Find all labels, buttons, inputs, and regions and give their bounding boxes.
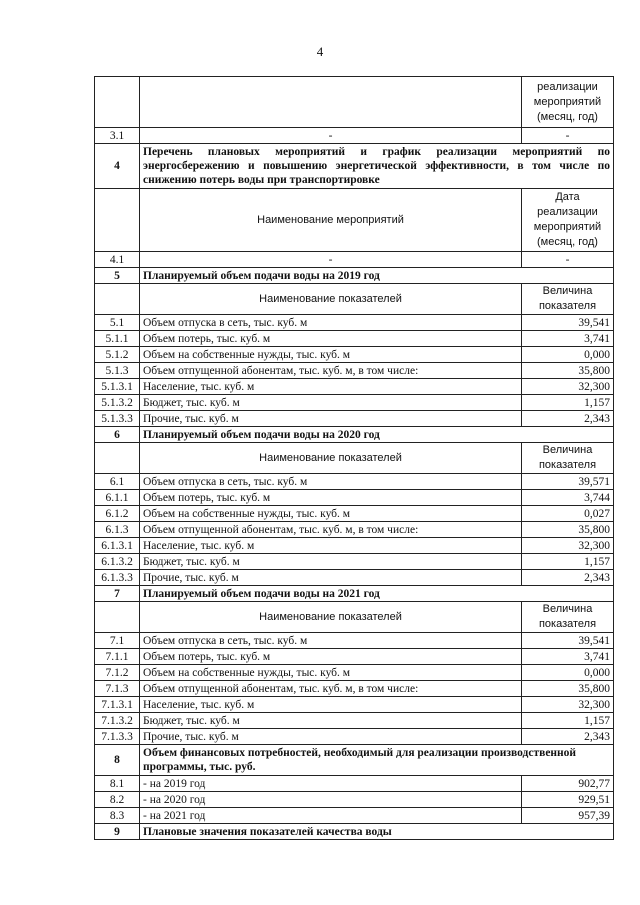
row-name: Объем отпущенной абонентам, тыс. куб. м, в том числе: — [140, 363, 522, 379]
row-value: 35,800 — [522, 681, 614, 697]
row-number: 5.1 — [95, 315, 140, 331]
row-value: 39,541 — [522, 633, 614, 649]
row-value: 3,741 — [522, 331, 614, 347]
column-header-name: Наименование показателей — [140, 443, 522, 474]
row-number: 7.1.3.2 — [95, 713, 140, 729]
table-row — [95, 538, 614, 554]
row-number: 7.1.3.3 — [95, 729, 140, 745]
section-header-row — [95, 586, 614, 602]
row-number: 8.3 — [95, 808, 140, 824]
table-row: 3.1 - - — [95, 128, 614, 144]
row-number: 6.1.3.2 — [95, 554, 140, 570]
row-name: Объем на собственные нужды, тыс. куб. м — [140, 665, 522, 681]
row-number: 6.1.1 — [95, 490, 140, 506]
table-row — [95, 649, 614, 665]
row-name: - на 2019 год — [140, 776, 522, 792]
page-number: 4 — [316, 44, 324, 59]
row-number: 6.1 — [95, 474, 140, 490]
row-value: 1,157 — [522, 554, 614, 570]
row-number: 7.1.3.1 — [95, 697, 140, 713]
row-number: 5.1.3.1 — [95, 379, 140, 395]
row-name: Объем на собственные нужды, тыс. куб. м — [140, 347, 522, 363]
table-row — [95, 490, 614, 506]
column-header-value: Величина показателя — [522, 284, 614, 315]
table-row — [95, 395, 614, 411]
row-value: 32,300 — [522, 538, 614, 554]
row-number: 7.1.2 — [95, 665, 140, 681]
table-row — [95, 411, 614, 427]
section-number: 9 — [95, 824, 140, 840]
table-row — [95, 808, 614, 824]
row-name: - на 2020 год — [140, 792, 522, 808]
section-title: Планируемый объем подачи воды на 2020 год — [140, 427, 614, 443]
row-number: 6.1.3.1 — [95, 538, 140, 554]
row-number: 7.1.1 — [95, 649, 140, 665]
section-number: 6 — [95, 427, 140, 443]
column-header-name: Наименование показателей — [140, 602, 522, 633]
table-row — [95, 363, 614, 379]
row-name: Объем потерь, тыс. куб. м — [140, 331, 522, 347]
table-row — [95, 379, 614, 395]
row-number: 6.1.3.3 — [95, 570, 140, 586]
section-header-row — [95, 824, 614, 840]
section-title: Планируемый объем подачи воды на 2019 год — [140, 268, 614, 284]
row-value: 35,800 — [522, 363, 614, 379]
row-name: Объем на собственные нужды, тыс. куб. м — [140, 506, 522, 522]
row-name: - на 2021 год — [140, 808, 522, 824]
row-value: 0,027 — [522, 506, 614, 522]
section-header-row — [95, 427, 614, 443]
column-header-date: Дата реализации мероприятий (месяц, год) — [522, 189, 614, 252]
row-number: 6.1.2 — [95, 506, 140, 522]
row-name: Население, тыс. куб. м — [140, 379, 522, 395]
row-name: Население, тыс. куб. м — [140, 697, 522, 713]
row-value: 2,343 — [522, 411, 614, 427]
row-name: Объем отпуска в сеть, тыс. куб. м — [140, 315, 522, 331]
row-number: 5.1.2 — [95, 347, 140, 363]
row-number: 5.1.3 — [95, 363, 140, 379]
row-value: 0,000 — [522, 665, 614, 681]
row-value: 902,77 — [522, 776, 614, 792]
section-number: 7 — [95, 586, 140, 602]
row-name: Объем отпущенной абонентам, тыс. куб. м, в том числе: — [140, 681, 522, 697]
row-number: 8.2 — [95, 792, 140, 808]
row-number: 8.1 — [95, 776, 140, 792]
section-number: 4 — [95, 144, 140, 189]
row-number: 7.1.3 — [95, 681, 140, 697]
row-number: 5.1.1 — [95, 331, 140, 347]
column-header-row — [95, 189, 614, 252]
row-value: 39,571 — [522, 474, 614, 490]
row-value: 3,741 — [522, 649, 614, 665]
section-title: Планируемый объем подачи воды на 2021 год — [140, 586, 614, 602]
row-name: Бюджет, тыс. куб. м — [140, 713, 522, 729]
row-name: Объем отпуска в сеть, тыс. куб. м — [140, 474, 522, 490]
table-row — [95, 697, 614, 713]
row-name: Объем потерь, тыс. куб. м — [140, 490, 522, 506]
column-header-row — [95, 284, 614, 315]
table-row — [95, 474, 614, 490]
row-number: 6.1.3 — [95, 522, 140, 538]
column-header-value: Величина показателя — [522, 602, 614, 633]
row-value: 2,343 — [522, 729, 614, 745]
row-name: Объем отпущенной абонентам, тыс. куб. м, в том числе: — [140, 522, 522, 538]
row-name: Население, тыс. куб. м — [140, 538, 522, 554]
section-header-row — [95, 745, 614, 776]
row-value: 3,744 — [522, 490, 614, 506]
table-row — [95, 792, 614, 808]
section-number: 5 — [95, 268, 140, 284]
row-value: 39,541 — [522, 315, 614, 331]
table-row — [95, 776, 614, 792]
date-column-header-continued: реализации мероприятий (месяц, год) — [522, 77, 614, 128]
table-row — [95, 347, 614, 363]
column-header-value: Величина показателя — [522, 443, 614, 474]
table-row — [95, 331, 614, 347]
column-header-row — [95, 602, 614, 633]
row-value: 1,157 — [522, 395, 614, 411]
column-header-row — [95, 443, 614, 474]
table-row — [95, 315, 614, 331]
row-value: 929,51 — [522, 792, 614, 808]
row-value: 957,39 — [522, 808, 614, 824]
continued-header-row — [95, 77, 614, 128]
row-name: Прочие, тыс. куб. м — [140, 729, 522, 745]
row-number: 7.1 — [95, 633, 140, 649]
row-value: 32,300 — [522, 697, 614, 713]
row-value: 0,000 — [522, 347, 614, 363]
table-row — [95, 506, 614, 522]
table-row — [95, 522, 614, 538]
section-header-row — [95, 144, 614, 189]
row-name: Бюджет, тыс. куб. м — [140, 554, 522, 570]
row-value: 32,300 — [522, 379, 614, 395]
column-header-name: Наименование показателей — [140, 284, 522, 315]
row-name: Прочие, тыс. куб. м — [140, 570, 522, 586]
row-value: 1,157 — [522, 713, 614, 729]
section-title: Плановые значения показателей качества воды — [140, 824, 614, 840]
table-row — [95, 633, 614, 649]
table-row — [95, 713, 614, 729]
row-number: 5.1.3.2 — [95, 395, 140, 411]
row-name: Прочие, тыс. куб. м — [140, 411, 522, 427]
column-header-name: Наименование мероприятий — [140, 189, 522, 252]
row-number: 5.1.3.3 — [95, 411, 140, 427]
row-name: Объем отпуска в сеть, тыс. куб. м — [140, 633, 522, 649]
table-row — [95, 729, 614, 745]
section-title: Перечень плановых мероприятий и график реализации мероприятий по энергосбережению и повышению энергетической эффективности, в том числе по снижению потерь воды при транспортировке — [140, 144, 614, 189]
section-title: Объем финансовых потребностей, необходимый для реализации производственной программы, тыс. руб. — [140, 745, 614, 776]
row-value: 35,800 — [522, 522, 614, 538]
table-row — [95, 570, 614, 586]
table-row: 4.1 - - — [95, 252, 614, 268]
program-table — [94, 76, 614, 840]
table-row — [95, 681, 614, 697]
table-row — [95, 665, 614, 681]
table-row — [95, 554, 614, 570]
section-number: 8 — [95, 745, 140, 776]
row-name: Объем потерь, тыс. куб. м — [140, 649, 522, 665]
row-value: 2,343 — [522, 570, 614, 586]
section-header-row — [95, 268, 614, 284]
row-name: Бюджет, тыс. куб. м — [140, 395, 522, 411]
